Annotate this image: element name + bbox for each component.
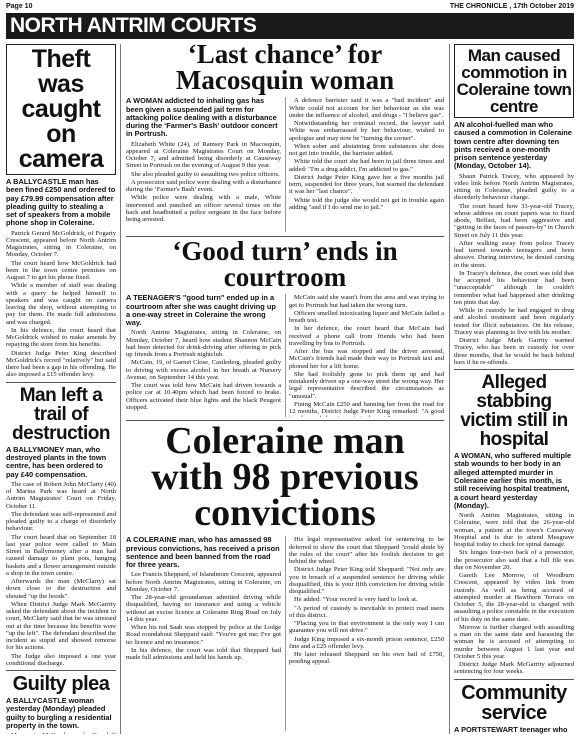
- publication-date: THE CHRONICLE , 17th October 2019: [449, 3, 574, 10]
- paragraph: Six lunges four-two back of a prosecutor, the prosecutor also said that a full file was due on November 20.: [454, 549, 574, 571]
- paragraph: District Judge Mark McGarrity adjourned sentencing for four weeks.: [454, 661, 574, 676]
- lead-lastchance: A WOMAN addicted to inhaling gas has been given a suspended jail term for attacking police dealing with a disturbance during the ‘Farmer's Bash’ outdoor concert in Portrush.: [126, 96, 278, 139]
- paragraph: The court was told how McCain had driven towards a police car at 10.40pm which had been forced to brake. Officers activated their blue lights and the black Peugeot stopped.: [126, 382, 281, 411]
- lead-coleraine: A COLERAINE man, who has amassed 98 previous convictions, has received a prison sentence and been banned from the road for three years.: [126, 535, 280, 570]
- divider: [6, 382, 116, 383]
- article-community: [454, 683, 574, 734]
- headline-coleraine: Coleraine man with 98 previous convictions: [151, 420, 419, 535]
- paragraph: [6, 732, 116, 734]
- paragraph: After the bus was stopped and the driver arrested, McCain's friends had made their way to Portrush taxi and phoned her for a lift home.: [289, 348, 444, 370]
- paragraph: While a member of staff was dealing with a query he helped himself to speakers and was caught on camera leaving the shop, without attempting to pay for them. He made full admissions and was charged.: [6, 282, 116, 326]
- paragraph: White told the judge she would not get in trouble again adding "and if I do send me to jail.": [289, 196, 444, 211]
- lead-commotion: AN alcohol-fuelled man who caused a commotion in Coleraine town centre after downing ten pints received a one-month prison sentence yesterday (Monday, October 14).: [454, 120, 572, 171]
- paragraph: She also pleaded guilty to assaulting two police officers.: [131, 170, 280, 178]
- right-column: [454, 44, 574, 734]
- paragraph: The Judge also imposed a one year conditional discharge.: [6, 652, 116, 667]
- article-commotion: [454, 44, 574, 366]
- paragraph: "A period of custody is inevitable to protect road users of this district.: [289, 604, 444, 619]
- article-trail: [6, 386, 116, 667]
- paragraph: The case of Robert John McClarty (40) of Marina Park was heard at North Antrim Magistrates' Court on Friday, October 11.: [6, 480, 116, 510]
- lead-goodturn: A TEENAGER'S "good turn" ended up in a courtroom after she was caught driving up a one-way street in Coleraine the wrong way.: [126, 293, 276, 328]
- body-commotion: [454, 173, 574, 367]
- paragraph: When sober and abstaining from substances she does not get into trouble, the barrister added.: [289, 142, 444, 158]
- paragraph: Patrick Gerard McGoldrick, of Fogarty Crescent, appeared before North Antrim Magistrates, sitting in Coleraine, on Monday, October 7.: [6, 229, 116, 259]
- page-header: [6, 3, 574, 13]
- paragraph: District Judge Mark Garrity warned Tracey, who has been in custody for over three months, that he would be back behind bars if he re-offends.: [454, 337, 574, 366]
- body-stabbing: [454, 512, 574, 676]
- paragraph: While police were dealing with a male, White intervened and punched an officer several times on the back and headbutted a police sergeant in the face before being arrested.: [126, 194, 281, 224]
- column-rule: [449, 44, 450, 734]
- divider: [454, 369, 574, 370]
- headline-guilty: Guilty plea: [12, 673, 110, 696]
- paragraph: In her defence, the court heard that McCain had received a phone call from friends who had been travelling by bus to Portrush.: [289, 325, 444, 347]
- paragraph: Afterwards the man (McClarty) sat down close to the destruction and shouted "up the hoods".: [6, 578, 116, 600]
- body-guilty: [6, 732, 116, 734]
- paragraph: "Placing you in that environment is the only way I can guarantee you will not drive.": [289, 620, 444, 635]
- headline-goodturn: ‘Good turn’ ends in courtroom: [172, 236, 398, 292]
- paragraph: North Antrim Magistrates, sitting in Coleraine, on Monday, October 7, heard how student Shannon McCain had been detected for drink-driving after offering to pick up friends from a Portrush nightclub.: [126, 329, 281, 359]
- paragraph: In his defence, the court heard that McGoldrick wished to make amends by repaying the store from his benefits.: [6, 326, 116, 349]
- paragraph: Morrow is further charged with assaulting a man on the same date and harassing the woman he is accused of attempting to murder between August 1 last year and October 5 this year.: [454, 623, 574, 660]
- paragraph: After walking away from police Tracey had turned towards teenagers and been abusive. During interview, he denied cursing in the street.: [454, 239, 574, 269]
- paragraph: District Judge Peter King described McGoldrick's record "relatively" but said there had been a gap in his offending. He also imposed a £15 offender levy.: [6, 349, 116, 379]
- paragraph: District Judge Peter King told Sheppard: "Not only are you in breach of a suspended sentence for driving while disqualified, this is your fifth conviction for driving while disqualified.": [289, 566, 444, 596]
- paragraph: District Judge Peter King gave her a five months jail term, suspended for three years, but warned the defendant it was her "last chance".: [289, 173, 444, 196]
- paragraph: Gareth Lee Morrow, of Woodburn Crescent, appeared by video link from custody. As well as being accused of attempted murder at Hawthorn Terrace on October 5, the 28-year-old is charged with assaulting a police constable in the execution of his duty on the same date.: [454, 572, 574, 623]
- article-coleraine: [126, 420, 444, 735]
- paragraph: He later released Sheppard on his own bail of £750, pending appeal.: [289, 651, 444, 666]
- paragraph: Notwithstanding her criminal record, the lawyer said White was embarrassed by her behaviour, wished to apologise and may now be "turning the corner".: [289, 120, 444, 142]
- page-number: Page 10: [6, 3, 33, 10]
- paragraph: While in custody he had engaged in drug and alcohol treatment and been regularly tested for illicit substances. On his release, Tracey was planning to live with his mother.: [454, 307, 574, 336]
- paragraph: When District Judge Mark McGarrity asked the defendant about the incident in court, McClarty said that he was stressed out at the time because his benefits were "up the left". The defendant described the incident as stupid and showed remorse for his actions.: [6, 600, 116, 652]
- lead-theft: A BALLYCASTLE man has been fined £250 and ordered to pay £79.99 compensation after pleading guilty to stealing a set of speakers from a mobile phone shop in Coleraine.: [6, 177, 116, 228]
- paragraph: McCain said she wasn't from the area and was trying to get to Portrush but had taken the wrong turn.: [289, 294, 444, 309]
- headline-lastchance: ‘Last chance’ for Macosquin woman: [175, 42, 395, 95]
- paragraph: He added: "Your record is very hard to look at.: [294, 596, 418, 604]
- paragraph: In Tracey's defence, the court was told that he accepted his behaviour had been "unacceptable" although he couldn't remember what had happened after drinking ten pints that day.: [454, 269, 574, 306]
- left-column: [6, 44, 116, 734]
- paragraph: Shaun Patrick Tracey, who appeared by video link before North Antrim Magistrates, sitting in Coleraine, pleaded guilty to a disorderly behaviour charge.: [454, 172, 574, 202]
- section-banner: NORTH ANTRIM COURTS: [6, 13, 574, 39]
- paragraph: She had foolishly gone to pick them up and had mistakenly driven up a one-way street the wrong way. Her legal representative described the circumstances as "unusual".: [289, 370, 444, 400]
- paragraph: The court heard how McGoldrick had been in the town centre premises on August 7 to get his phone fixed.: [6, 259, 116, 282]
- headline-theft: Theft was caught on camera: [6, 44, 116, 175]
- article-theft: [6, 44, 116, 379]
- paragraph: When his red Saab was stopped by police at the Lodge Road roundabout Sheppard said: "You've got me; I've got no licence and no insurance.": [126, 624, 281, 646]
- paragraph: A prosecutor said police were dealing with a disturbance during the ‘Farmer's Bash’ event.: [126, 178, 281, 194]
- paragraph: In his defence, the court was told that Sheppard had made full admissions and held his hands up.: [126, 646, 281, 662]
- paragraph: The court heard that on September 18 last year police were called to Main Street in Ballymoney after a man had caused damage to plant pots, hanging baskets and a flower arrangement outside a shop in the town centre.: [6, 533, 116, 577]
- lead-stabbing: A WOMAN, who suffered multiple stab wounds to her body in an alleged attempted murder in Coleraine earlier this month, is still receiving hospital treatment, a court heard yesterday (Monday).: [454, 451, 572, 510]
- paragraph: The 28-year-old groundsman admitted driving while disqualified, having no insurance and using a vehicle without an excise licence at Coleraine Ring Road on July 14 this year.: [126, 594, 281, 623]
- paragraph: The defendant was self-represented and pleaded guilty to a charge of disorderly behaviour.: [6, 510, 116, 533]
- article-stabbing: [454, 373, 574, 675]
- paragraph: Elizabeth White (24), of Ramsey Park in Macosquin, appeared at Coleraine Magistrates Court on Monday, October 7, and admitted being disorderly at Causeway Street in Portrush on the evening of August 9 this year.: [126, 140, 281, 170]
- paragraph: Judge King imposed a six-month prison sentence, £250 fine and a £25 offender levy.: [289, 635, 444, 650]
- headline-trail: Man left a trail of destruction: [12, 384, 110, 444]
- headline-stabbing: Alleged stabbing victim still in hospital: [460, 372, 568, 451]
- body-trail: [6, 481, 116, 667]
- paragraph: North Antrim Magistrates, sitting in Coleraine, were told that the 26-year-old woman, a patient at the town's Causeway Hospital and is due to attend Musgrave hospital today to check for spinal damage.: [454, 512, 574, 549]
- headline-commotion: Man caused commotion in Coleraine town centre: [454, 44, 574, 118]
- paragraph: Officers smelled intoxicating liquor and McCain failed a breath test.: [289, 309, 444, 325]
- body-theft: [6, 230, 116, 379]
- paragraph: McCain, 19, of Garnet Close, Castlederg, pleaded guilty to driving with excess alcohol in her breath at Nursery Avenue, on September 14 this year.: [126, 359, 281, 381]
- headline-community: Community service: [461, 681, 567, 724]
- article-guilty: [6, 674, 116, 734]
- column-rule: [120, 44, 121, 734]
- paragraph: The court heard how 33-year-old Tracey, whose address on court papers was to fixed abode, Belfast, had been aggressive and "getting in the faces of passers-by" in Church Street on July 11 this year.: [454, 202, 574, 239]
- paragraph: Fining McCain £250 and banning her from the road for 12 months, District Judge Peter King remarked: "A good: [289, 400, 444, 416]
- lead-trail: A BALLYMONEY man, who destroyed plants in the town centre, has been ordered to pay £40 compensation.: [6, 444, 107, 479]
- paragraph: Lee Francis Sheppard, of Islandmore Crescent, appeared before North Antrim Magistrates, sitting in Coleraine, on Monday, October 7.: [126, 571, 281, 593]
- divider: [6, 670, 116, 671]
- lead-community: A PORTSTEWART teenager who: [454, 724, 568, 734]
- article-goodturn: [126, 236, 444, 417]
- article-lastchance: [126, 42, 444, 232]
- divider: [454, 679, 574, 680]
- paragraph: White told the court she had been in jail three times and added: "I'm a drug addict, I'm addicted to gas.": [289, 158, 444, 173]
- paragraph: A defence barrister said it was a "bad incident" and White could not account for her behaviour as she was under the influence of alcohol, and drugs - "I believe gas".: [289, 97, 444, 119]
- lead-guilty: A BALLYCASTLE woman yesterday (Monday) pleaded guilty to burgling a residential property in the town.: [6, 696, 112, 730]
- paragraph: His legal representative asked for sentencing to be deferred to show the court that Sheppard "could abide by the rules of the court" after his foolish decision to get behind the wheel.: [289, 536, 444, 566]
